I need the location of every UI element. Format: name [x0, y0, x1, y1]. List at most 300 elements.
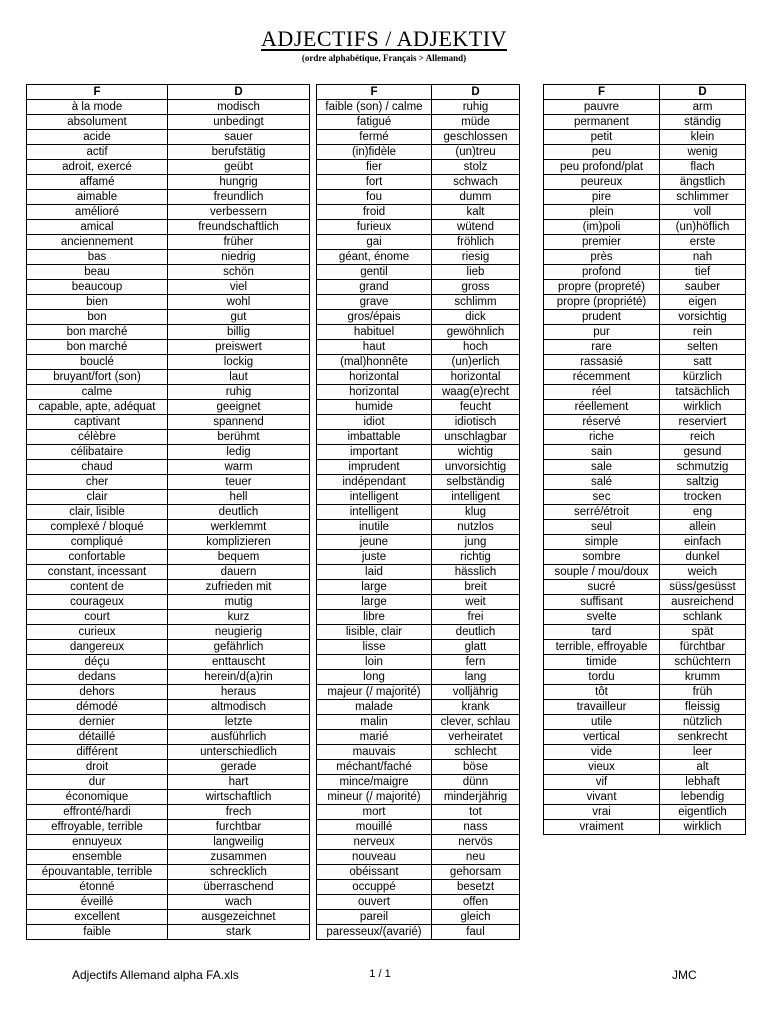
french-cell: plein — [544, 205, 660, 220]
german-cell: jung — [432, 535, 520, 550]
table-row — [27, 835, 310, 850]
table-row — [544, 445, 746, 460]
table-row — [317, 160, 520, 175]
german-cell: schmutzig — [660, 460, 746, 475]
french-cell: sale — [544, 460, 660, 475]
german-cell: gleich — [432, 910, 520, 925]
german-cell: preiswert — [168, 340, 310, 355]
table-row — [544, 715, 746, 730]
french-cell: sombre — [544, 550, 660, 565]
german-cell: stolz — [432, 160, 520, 175]
table-row — [27, 205, 310, 220]
french-cell: vide — [544, 745, 660, 760]
german-cell: berühmt — [168, 430, 310, 445]
german-cell: clever, schlau — [432, 715, 520, 730]
french-cell: content de — [27, 580, 168, 595]
french-cell: réservé — [544, 415, 660, 430]
german-cell: geeignet — [168, 400, 310, 415]
german-cell: klein — [660, 130, 746, 145]
german-cell: laut — [168, 370, 310, 385]
table-row — [544, 730, 746, 745]
table-row — [27, 715, 310, 730]
table-row — [27, 625, 310, 640]
french-cell: mauvais — [317, 745, 432, 760]
french-cell: excellent — [27, 910, 168, 925]
german-cell: heraus — [168, 685, 310, 700]
table-row — [317, 640, 520, 655]
table-row — [317, 685, 520, 700]
german-cell: lebhaft — [660, 775, 746, 790]
french-cell: peu profond/plat — [544, 160, 660, 175]
french-cell: premier — [544, 235, 660, 250]
german-cell: fern — [432, 655, 520, 670]
table-row — [544, 295, 746, 310]
french-cell: compliqué — [27, 535, 168, 550]
french-cell: bon — [27, 310, 168, 325]
table-row — [27, 190, 310, 205]
french-cell: dernier — [27, 715, 168, 730]
german-cell: furchtbar — [168, 820, 310, 835]
german-cell: unvorsichtig — [432, 460, 520, 475]
german-cell: ausgezeichnet — [168, 910, 310, 925]
table-row — [27, 580, 310, 595]
german-cell: horizontal — [432, 370, 520, 385]
french-cell: confortable — [27, 550, 168, 565]
table-row — [544, 220, 746, 235]
table-row — [317, 925, 520, 940]
german-cell: stark — [168, 925, 310, 940]
table-row — [544, 205, 746, 220]
table-row — [544, 100, 746, 115]
german-cell: satt — [660, 355, 746, 370]
table-row — [27, 775, 310, 790]
french-cell: bouclé — [27, 355, 168, 370]
table-row — [544, 670, 746, 685]
german-cell: senkrecht — [660, 730, 746, 745]
french-cell: droit — [27, 760, 168, 775]
table-row — [317, 805, 520, 820]
french-cell: dehors — [27, 685, 168, 700]
german-cell: arm — [660, 100, 746, 115]
french-cell: ensemble — [27, 850, 168, 865]
german-cell: böse — [432, 760, 520, 775]
french-cell: déçu — [27, 655, 168, 670]
table-row — [317, 490, 520, 505]
table-row — [544, 415, 746, 430]
french-cell: vrai — [544, 805, 660, 820]
french-cell: majeur (/ majorité) — [317, 685, 432, 700]
german-cell: komplizieren — [168, 535, 310, 550]
french-cell: intelligent — [317, 490, 432, 505]
german-cell: schlecht — [432, 745, 520, 760]
table-row — [317, 220, 520, 235]
table-row — [544, 325, 746, 340]
german-cell: lebendig — [660, 790, 746, 805]
german-cell: feucht — [432, 400, 520, 415]
table-row — [317, 190, 520, 205]
french-cell: actif — [27, 145, 168, 160]
french-cell: adroit, exercé — [27, 160, 168, 175]
french-cell: indépendant — [317, 475, 432, 490]
table-row — [27, 610, 310, 625]
table-row — [27, 370, 310, 385]
table-row — [27, 430, 310, 445]
french-cell: sain — [544, 445, 660, 460]
german-cell: besetzt — [432, 880, 520, 895]
french-cell: dedans — [27, 670, 168, 685]
table-row — [544, 820, 746, 835]
table-row — [317, 580, 520, 595]
table-row — [317, 205, 520, 220]
french-cell: rare — [544, 340, 660, 355]
table-row — [317, 730, 520, 745]
table-row — [544, 130, 746, 145]
table-row — [317, 835, 520, 850]
french-cell: obéissant — [317, 865, 432, 880]
table-row — [544, 760, 746, 775]
table-row — [27, 130, 310, 145]
table-row — [544, 175, 746, 190]
french-cell: haut — [317, 340, 432, 355]
german-cell: wirtschaftlich — [168, 790, 310, 805]
german-cell: neugierig — [168, 625, 310, 640]
german-cell: enttauscht — [168, 655, 310, 670]
table-row — [317, 655, 520, 670]
table-row — [27, 250, 310, 265]
french-cell: nerveux — [317, 835, 432, 850]
german-cell: wirklich — [660, 820, 746, 835]
french-cell: large — [317, 595, 432, 610]
french-cell: fou — [317, 190, 432, 205]
german-cell: dünn — [432, 775, 520, 790]
german-cell: wenig — [660, 145, 746, 160]
french-cell: pur — [544, 325, 660, 340]
table-row — [544, 535, 746, 550]
table-row — [27, 460, 310, 475]
german-cell: flach — [660, 160, 746, 175]
table-row — [544, 700, 746, 715]
french-cell: malade — [317, 700, 432, 715]
german-cell: breit — [432, 580, 520, 595]
french-cell: beau — [27, 265, 168, 280]
table-row — [27, 865, 310, 880]
german-cell: verheiratet — [432, 730, 520, 745]
table-row — [317, 760, 520, 775]
table-row — [27, 910, 310, 925]
table-row — [27, 535, 310, 550]
table-row — [317, 145, 520, 160]
french-cell: paresseux/(avarié) — [317, 925, 432, 940]
german-cell: dick — [432, 310, 520, 325]
french-cell: faible — [27, 925, 168, 940]
french-cell: faible (son) / calme — [317, 100, 432, 115]
table-row — [317, 775, 520, 790]
german-cell: glatt — [432, 640, 520, 655]
french-cell: malin — [317, 715, 432, 730]
french-cell: large — [317, 580, 432, 595]
french-cell: étonné — [27, 880, 168, 895]
table-row — [27, 340, 310, 355]
german-cell: schwach — [432, 175, 520, 190]
french-cell: horizontal — [317, 385, 432, 400]
german-cell: geschlossen — [432, 130, 520, 145]
german-cell: minderjährig — [432, 790, 520, 805]
german-cell: gesund — [660, 445, 746, 460]
german-cell: tot — [432, 805, 520, 820]
french-cell: fort — [317, 175, 432, 190]
table-row — [317, 550, 520, 565]
french-cell: affamé — [27, 175, 168, 190]
table-row — [27, 820, 310, 835]
table-row — [544, 790, 746, 805]
german-cell: billig — [168, 325, 310, 340]
table-row — [27, 415, 310, 430]
table-row — [317, 280, 520, 295]
french-cell: prudent — [544, 310, 660, 325]
french-cell: libre — [317, 610, 432, 625]
french-cell: dur — [27, 775, 168, 790]
german-cell: herein/d(a)rin — [168, 670, 310, 685]
french-cell: loin — [317, 655, 432, 670]
table-row — [317, 820, 520, 835]
french-cell: bon marché — [27, 340, 168, 355]
french-cell: dangereux — [27, 640, 168, 655]
french-cell: à la mode — [27, 100, 168, 115]
french-cell: chaud — [27, 460, 168, 475]
german-cell: alt — [660, 760, 746, 775]
table-row — [27, 310, 310, 325]
table-row — [27, 880, 310, 895]
table-row — [544, 490, 746, 505]
table-row — [317, 130, 520, 145]
french-cell: bas — [27, 250, 168, 265]
column-header-german: D — [660, 85, 746, 100]
table-row — [317, 355, 520, 370]
vocab-table-1 — [26, 84, 310, 940]
table-row — [317, 505, 520, 520]
french-cell: propre (propreté) — [544, 280, 660, 295]
column-header-french: F — [317, 85, 432, 100]
french-cell: serré/étroit — [544, 505, 660, 520]
page-subtitle: (ordre alphabétique, Français > Allemand) — [301, 53, 467, 63]
german-cell: saltzig — [660, 475, 746, 490]
german-cell: spät — [660, 625, 746, 640]
german-cell: unbedingt — [168, 115, 310, 130]
german-cell: warm — [168, 460, 310, 475]
german-cell: nützlich — [660, 715, 746, 730]
german-cell: wütend — [432, 220, 520, 235]
table-row — [27, 595, 310, 610]
french-cell: épouvantable, terrible — [27, 865, 168, 880]
table-row — [317, 265, 520, 280]
table-row — [544, 355, 746, 370]
table-row — [317, 850, 520, 865]
table-row — [317, 745, 520, 760]
german-cell: ruhig — [432, 100, 520, 115]
french-cell: juste — [317, 550, 432, 565]
french-cell: méchant/faché — [317, 760, 432, 775]
table-row — [27, 520, 310, 535]
french-cell: vraiment — [544, 820, 660, 835]
german-cell: modisch — [168, 100, 310, 115]
french-cell: près — [544, 250, 660, 265]
table-row — [317, 250, 520, 265]
column-header-german: D — [432, 85, 520, 100]
french-cell: gros/épais — [317, 310, 432, 325]
german-cell: lockig — [168, 355, 310, 370]
german-cell: berufstätig — [168, 145, 310, 160]
french-cell: vif — [544, 775, 660, 790]
french-cell: humide — [317, 400, 432, 415]
german-cell: kurz — [168, 610, 310, 625]
table-row — [27, 670, 310, 685]
german-cell: unschlagbar — [432, 430, 520, 445]
table-row — [317, 370, 520, 385]
french-cell: tard — [544, 625, 660, 640]
german-cell: richtig — [432, 550, 520, 565]
french-cell: grand — [317, 280, 432, 295]
table-row — [317, 610, 520, 625]
table-row — [27, 160, 310, 175]
french-cell: pauvre — [544, 100, 660, 115]
french-cell: curieux — [27, 625, 168, 640]
table-row — [317, 295, 520, 310]
german-cell: wirklich — [660, 400, 746, 415]
german-cell: vorsichtig — [660, 310, 746, 325]
german-cell: tatsächlich — [660, 385, 746, 400]
table-row — [27, 550, 310, 565]
table-row — [544, 475, 746, 490]
french-cell: amélioré — [27, 205, 168, 220]
german-cell: klug — [432, 505, 520, 520]
table-row — [27, 640, 310, 655]
german-cell: hässlich — [432, 565, 520, 580]
german-cell: schön — [168, 265, 310, 280]
table-row — [544, 115, 746, 130]
french-cell: effronté/hardi — [27, 805, 168, 820]
french-cell: important — [317, 445, 432, 460]
french-cell: riche — [544, 430, 660, 445]
french-cell: gai — [317, 235, 432, 250]
table-row — [544, 805, 746, 820]
french-cell: imbattable — [317, 430, 432, 445]
german-cell: voll — [660, 205, 746, 220]
french-cell: inutile — [317, 520, 432, 535]
german-cell: eigentlich — [660, 805, 746, 820]
french-cell: récemment — [544, 370, 660, 385]
german-cell: hart — [168, 775, 310, 790]
german-cell: weit — [432, 595, 520, 610]
table-row — [317, 175, 520, 190]
french-cell: anciennement — [27, 235, 168, 250]
table-row — [544, 640, 746, 655]
german-cell: selbständig — [432, 475, 520, 490]
table-row — [27, 445, 310, 460]
german-cell: lieb — [432, 265, 520, 280]
french-cell: clair — [27, 490, 168, 505]
table-row — [27, 400, 310, 415]
german-cell: gehorsam — [432, 865, 520, 880]
french-cell: peureux — [544, 175, 660, 190]
german-cell: sauer — [168, 130, 310, 145]
table-row — [27, 490, 310, 505]
german-cell: gefährlich — [168, 640, 310, 655]
table-row — [27, 175, 310, 190]
french-cell: rassasié — [544, 355, 660, 370]
footer-author: JMC — [672, 968, 697, 982]
french-cell: démodé — [27, 700, 168, 715]
german-cell: früh — [660, 685, 746, 700]
table-row — [544, 265, 746, 280]
german-cell: deutlich — [168, 505, 310, 520]
german-cell: eng — [660, 505, 746, 520]
table-row — [544, 400, 746, 415]
table-header-row — [544, 85, 746, 100]
french-cell: souple / mou/doux — [544, 565, 660, 580]
french-cell: réellement — [544, 400, 660, 415]
table-row — [27, 475, 310, 490]
french-cell: vivant — [544, 790, 660, 805]
german-cell: gewöhnlich — [432, 325, 520, 340]
table-row — [317, 535, 520, 550]
table-row — [27, 565, 310, 580]
french-cell: calme — [27, 385, 168, 400]
table-row — [317, 475, 520, 490]
french-cell: pareil — [317, 910, 432, 925]
table-row — [544, 520, 746, 535]
french-cell: permanent — [544, 115, 660, 130]
german-cell: frech — [168, 805, 310, 820]
table-row — [27, 280, 310, 295]
table-row — [317, 445, 520, 460]
french-cell: (in)fidèle — [317, 145, 432, 160]
table-row — [27, 325, 310, 340]
french-cell: occuppé — [317, 880, 432, 895]
table-row — [544, 550, 746, 565]
table-row — [317, 670, 520, 685]
table-row — [27, 355, 310, 370]
french-cell: vertical — [544, 730, 660, 745]
french-cell: éveillé — [27, 895, 168, 910]
german-cell: schlank — [660, 610, 746, 625]
german-cell: idiotisch — [432, 415, 520, 430]
german-cell: schlimm — [432, 295, 520, 310]
french-cell: réel — [544, 385, 660, 400]
table-row — [317, 460, 520, 475]
table-row — [27, 760, 310, 775]
french-cell: salé — [544, 475, 660, 490]
table-row — [544, 505, 746, 520]
table-row — [27, 385, 310, 400]
table-row — [544, 745, 746, 760]
french-cell: utile — [544, 715, 660, 730]
table-row — [544, 685, 746, 700]
french-cell: bon marché — [27, 325, 168, 340]
german-cell: leer — [660, 745, 746, 760]
table-row — [544, 190, 746, 205]
table-row — [317, 565, 520, 580]
table-row — [27, 235, 310, 250]
french-cell: timide — [544, 655, 660, 670]
french-cell: beaucoup — [27, 280, 168, 295]
german-cell: letzte — [168, 715, 310, 730]
table-row — [544, 430, 746, 445]
french-cell: imprudent — [317, 460, 432, 475]
table-row — [317, 100, 520, 115]
french-cell: absolument — [27, 115, 168, 130]
german-cell: frei — [432, 610, 520, 625]
table-row — [544, 235, 746, 250]
